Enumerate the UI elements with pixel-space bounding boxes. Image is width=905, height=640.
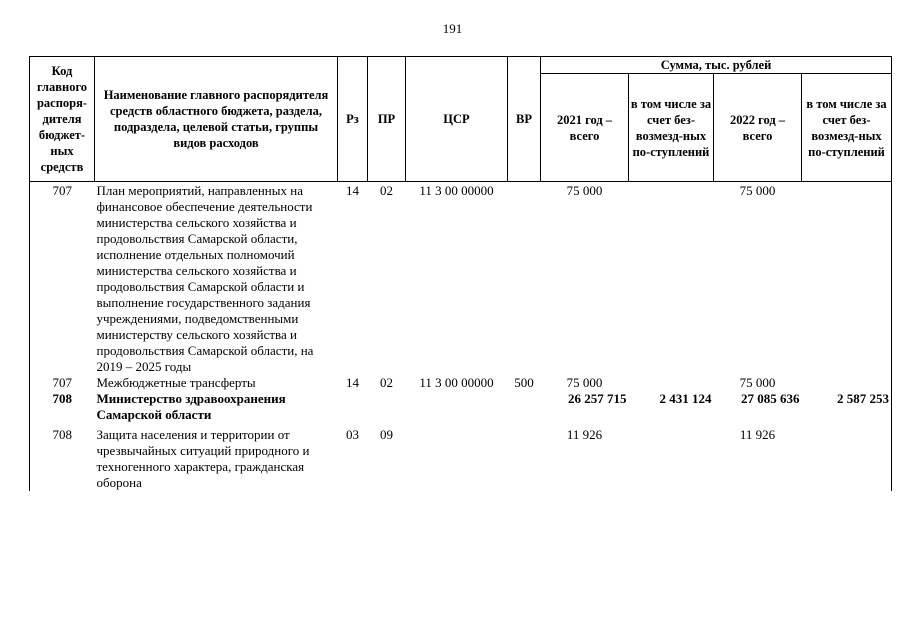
- header-csr: ЦСР: [406, 57, 508, 182]
- table-row: [30, 423, 892, 491]
- cell-vr: [508, 423, 541, 491]
- cell-pr: 02: [380, 183, 393, 198]
- cell-2022-free: [802, 182, 892, 376]
- table-row: [30, 375, 892, 391]
- cell-name: Защита населения и территории от чрезвычайных ситуаций природного и техногенного характера, гражданская оборона: [96, 427, 310, 490]
- cell-pr: 02: [380, 375, 393, 390]
- cell-2021-total: 26 257 715: [568, 391, 627, 406]
- table-row: [30, 391, 892, 423]
- cell-csr: [406, 391, 508, 423]
- cell-2022-total: 75 000: [739, 183, 776, 198]
- cell-code: 708: [30, 423, 95, 491]
- cell-2022-free: [802, 375, 892, 391]
- cell-2021-total: 75 000: [566, 183, 603, 198]
- header-sum: Сумма, тыс. рублей: [541, 57, 892, 74]
- header-code: Код главного распоря-дителя бюджет-ных средств: [30, 57, 95, 182]
- cell-vr: [508, 182, 541, 376]
- cell-2021-free: 2 431 124: [659, 391, 712, 406]
- cell-2022-total: 27 085 636: [741, 391, 800, 406]
- cell-code: 708: [30, 391, 95, 423]
- cell-2022-free: 2 587 253: [802, 391, 892, 423]
- cell-csr: 11 3 00 00000: [419, 183, 494, 198]
- cell-rz: 14: [346, 183, 359, 198]
- cell-name: Межбюджетные трансферты: [96, 375, 256, 390]
- cell-csr: [406, 423, 508, 491]
- header-2021-total: 2021 год – всего: [541, 74, 629, 182]
- cell-2022-total: 75 000: [739, 375, 776, 390]
- table-row: [30, 182, 892, 376]
- cell-2022-total: 11 926: [739, 427, 776, 442]
- cell-rz: 03: [346, 427, 359, 442]
- cell-code: 707: [30, 182, 95, 376]
- cell-name: План мероприятий, направленных на финансовое обеспечение деятельности министерства сельского хозяйства и продовольствия Самарской области, исполнение отдельных полномочий министерства сельского хозяйства и продовольствия Самарской области и выполнение государственного задания учреждениями, подведомственными министерству сельского хозяйства и продовольствия Самарской области, на 2019 – 2025 годы: [96, 183, 314, 374]
- header-pr: ПР: [368, 57, 406, 182]
- cell-2021-free: [629, 182, 714, 376]
- cell-vr: 500: [514, 375, 534, 390]
- cell-csr: 11 3 00 00000: [419, 375, 494, 390]
- cell-2022-free: [802, 423, 892, 491]
- cell-rz: [338, 391, 368, 423]
- cell-vr: [508, 391, 541, 423]
- cell-code: 707: [30, 375, 95, 391]
- header-rz: Рз: [338, 57, 368, 182]
- header-vr: ВР: [508, 57, 541, 182]
- cell-2021-free: [629, 375, 714, 391]
- cell-rz: 14: [346, 375, 359, 390]
- header-2022-free: в том числе за счет без-возмезд-ных по-ступлений: [802, 74, 892, 182]
- header-name: Наименование главного распорядителя средств областного бюджета, раздела, подраздела, целевой статьи, группы видов расходов: [95, 57, 338, 182]
- header-2022-total: 2022 год – всего: [714, 74, 802, 182]
- cell-2021-total: 75 000: [566, 375, 603, 390]
- cell-pr: 09: [380, 427, 393, 442]
- cell-2021-free: [629, 423, 714, 491]
- cell-2021-total: 11 926: [566, 427, 603, 442]
- cell-pr: [368, 391, 406, 423]
- budget-table: [29, 56, 892, 491]
- page-number: 191: [442, 21, 463, 36]
- header-2021-free: в том числе за счет без-возмезд-ных по-ступлений: [629, 74, 714, 182]
- cell-name: Министерство здравоохранения Самарской области: [96, 391, 286, 422]
